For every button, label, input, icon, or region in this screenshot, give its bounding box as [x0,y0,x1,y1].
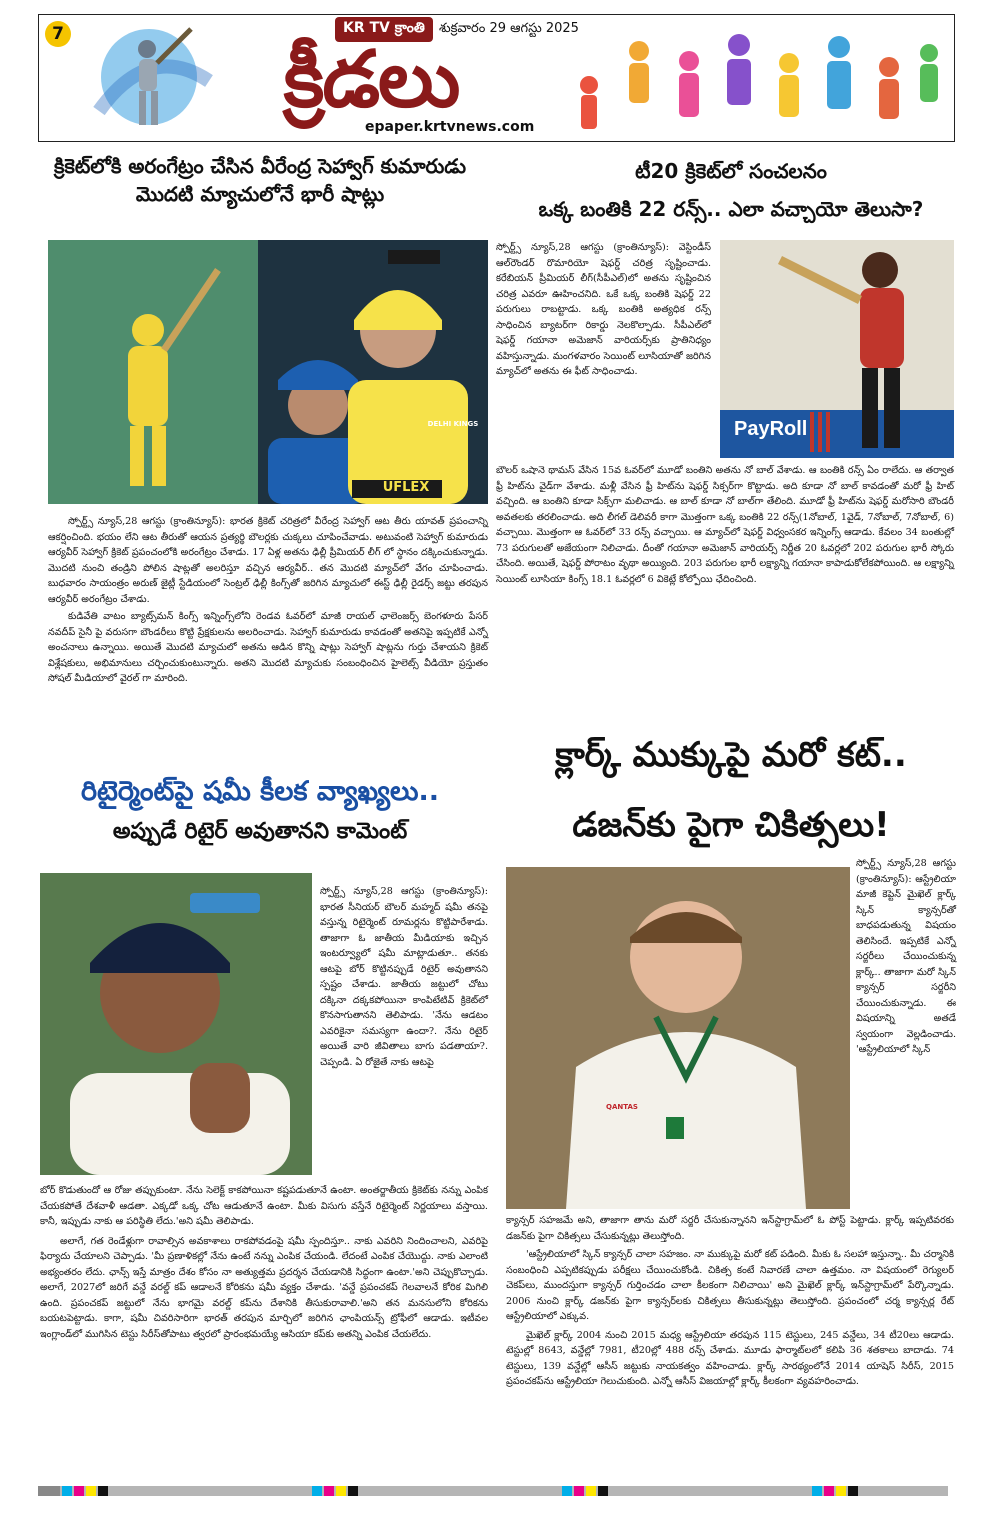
article4-paragraph: 'ఆస్ట్రేలియాలో స్కిన్ క్యాన్సర్ చాలా సహజం. నా ముక్కుపై మరో కట్ పడింది. మీకు ఓ సలహా ఇస్తున్నా.. మీ చర్మానికి సంబంధించి ఎప్పటికప్పుడు పరీక్షలు చేయించుకోండి. చికిత్స కంటే నివారణే చాలా ఉత్తమం. నా విషయంలో రెగ్యులర్ చెకప్‌లు, ముందస్తుగా క్యాన్సర్ గుర్తించడం చాలా కీలకంగా నిలిచాయి' అని మైఖెల్ క్లార్క్ ఇన్‌స్టాగ్రామ్‌లో పేర్కొన్నాడు. 2006 నుంచి క్లార్క్ డజన్‌కు పైగా క్యాన్సర్‌లకు చికిత్సలు తీసుకున్నట్లు తెలుస్తోంది. ప్రపంచంలో చర్మ క్యాన్సర్ల రేట్ ఆస్ట్రేలియాలో ఎక్కువ. [506,1249,954,1322]
article4-paragraph: మైఖెల్ క్లార్క్ 2004 నుంచి 2015 మధ్య ఆస్ట్రేలియా తరపున 115 టెస్టులు, 245 వన్డేలు, 34 టీ20లు ఆడాడు. టెస్టుల్లో 8643, వన్డేల్లో 7981, టీ20ల్లో 488 రన్స్ చేశాడు. మూడు ఫార్మాట్‌లలో కలిపి 36 శతకాలు బాదాడు. 74 టెస్టులు, 139 వన్డేల్లో ఆసీస్ జట్టుకు నాయకత్వం వహించాడు. క్లార్క్ సారథ్యంలోనే 2014 యాషెస్ సిరీస్, 2015 ప్రపంచకప్‌ను ఆస్ట్రేలియా గెలుచుకుంది. ఎన్నో ఆసీస్ విజయాల్లో క్లార్క్ కీలకంగా వ్యవహరించాడు. [506,1329,954,1387]
article2-side-text: స్పోర్ట్స్ న్యూస్,28 ఆగస్టు (క్రాంతిన్యూస్): వెస్టిండీస్ ఆల్‌రౌండర్ రొమారియో షెఫర్డ్ చరిత్ర సృష్టించాడు. కరేబియన్ ప్రీమియర్ లీగ్(సీపీఎల్)లో అతను సృష్టించిన చరిత్ర ఎవరూ ఊహించనిది. ఒకే ఒక్క బంతికి షెఫర్డ్ 22 పరుగులు రాబట్టాడు. ఒక్క బంతికి అత్యధిక రన్స్ సాధించిన బ్యాటర్‌గా రికార్డు నెలకొల్పాడు. సీపీఎల్‌లో షెఫర్డ్ గయానా అమెజాన్ వారియర్స్‌కు ప్రాతినిధ్యం వహిస్తున్నాడు. మంగళవారం సెయింట్ లూసియాతో జరిగిన మ్యాచ్‌లో అతను ఈ ఫీట్ సాధించాడు. [496,242,711,377]
batsman-illustration [69,21,219,133]
article3-body [40,1183,488,1342]
page-number-badge: 7 [45,21,71,47]
masthead [38,14,955,142]
article3-paragraph: అలాగే, గత రెండేళ్లుగా రావాల్సిన అవకాశాలు రాకపోవడంపై షమీ స్పందిస్తూ.. నాకు ఎవరిని నిందించాలని, ఎవరిపై ఫిర్యాదు చేయాలని చెప్పాడు. 'మీ ప్రణాళికల్లో నేను ఉంటే నన్ను ఎంపిక చేయండి. లేదంటే ఎంపిక చేయొద్దు. నాకు ఎలాంటి అభ్యంతరం లేదు. ఛాన్స్ ఇస్తే మాత్రం దేశం కోసం నా అత్యుత్తమ ప్రదర్శన చేయడానికి సిద్ధంగా ఉంటా.'అని చెప్పుకొచ్చాడు. అలాగే, 2027లో జరిగే వన్డే వరల్డ్ కప్ ఆడాలనే కోరికను షమీ వ్యక్తం చేశాడు. 'వన్డే ప్రపంచకప్ గెలవాలనే కోరిక మిగిలి ఉంది. ప్రపంచకప్ జట్టులో నేను భాగమై వరల్డ్ కప్‌ను దేశానికి తీసుకురావాలి.'అని తన మనసులోని కోరికను బయటపెట్టాడు. కాగా, షమీ చివరిసారిగా భారత్ తరపున మార్చిలో జరిగిన ఛాంపియన్స్ ట్రోఫీలో ఆడాడు. ఇటీవల ఇంగ్లాండ్‌లో ముగిసిన టెస్టు సిరీస్‌తోపాటు త్వరలో ప్రారంభమయ్యే ఆసియా కప్‌కు అతన్ని ఎంపిక చేయలేదు. [40,1235,488,1340]
article4-headline-line2: డజన్‌కు పైగా చికిత్సలు! [572,805,890,845]
article3-headline [30,770,490,850]
article1-headline [30,152,490,208]
sehwag-son-photo-graphic [48,240,488,504]
jersey-banner-text: UFLEX [382,480,430,495]
shami-photo [40,873,312,1175]
team-badge-text: DELHI KINGS [427,420,479,428]
sponsor-logo-text: QANTAS [606,1103,638,1111]
article4-headline [496,720,966,860]
article4-paragraph: క్యాన్సర్ సహజమే అని, తాజాగా తాను మరో సర్జరీ చేసుకున్నానని ఇన్‌స్టాగ్రామ్‌లో ఓ పోస్ట్ పెట్టాడు. క్లార్క్ ఇప్పటివరకు డజన్‌కు పైగా చికిత్సలు చేసుకున్నట్లు తెలుస్తోంది. [506,1215,954,1242]
shepherd-photo [720,240,954,458]
article2-body: బౌలర్ ఒషానె థామస్ వేసిన 15వ ఓవర్‌లో మూడో బంతిని అతను నో బాల్ వేశాడు. ఆ బంతికి రన్స్ ఏం రాలేదు. ఆ తర్వాత ఫ్రీ హిట్‌ను వైడ్‌గా వేశాడు. మళ్లీ వేసిన ఫ్రీ హిట్‌ను షెఫర్డ్ సిక్సర్‌గా కొట్టాడు. అది కూడా నో బాల్ కావడంతో మరో ఫ్రీ హిట్ వచ్చింది. ఆ బంతిని కూడా సిక్స్‌గా మలిచాడు. ఆ బాల్ కూడా నో బాల్‌గా తేలింది. మూడో ఫ్రీ హిట్‌ను షెఫర్డ్ మరోసారి బౌండరీ అవతలకు తరలించాడు. అది లీగల్ డెలివరీ కాగా మొత్తంగా ఒక్క బంతికి 22 రన్స్(1నోబాల్, 1వైడ్, 7నోబాల్, 7నోబాల్, 6) వచ్చాయి. మొత్తంగా ఆ ఓవర్‌లో 33 రన్స్ వచ్చాయి. ఆ మ్యాచ్‌లో షెఫర్డ్ విధ్వంసకర ఇన్నింగ్స్ ఆడాడు. కేవలం 34 బంతుల్లో 73 పరుగులతో అజేయంగా నిలిచాడు. దీంతో గయానా అమెజాన్ వారియర్స్ నిర్ణీత 20 ఓవర్లలో 202 పరుగుల భారీ స్కోరు చేసింది. అయితే, షెఫర్డ్ పోరాటం వృథా అయ్యింది. 203 పరుగుల భారీ లక్ష్యాన్ని గయానా కాపాడుకోలేకపోయింది. ఆ లక్ష్యాన్ని సెయింట్ లూసియా కింగ్స్ 18.1 ఓవర్లలో 6 వికెట్లే కోల్పోయి ఛేదించింది. [496,465,954,585]
article3-headline-line1: రిటైర్మెంట్‌పై షమీ కీలక వ్యాఖ్యలు.. [80,776,440,807]
ad-board-text: PayRoll [734,418,808,440]
brand-logo: KR TV క్రాంతి [335,17,433,42]
article2-headline [496,152,966,228]
article1-body [48,514,488,687]
clarke-photo [506,867,850,1209]
article2-headline-line1: టీ20 క్రికెట్‌లో సంచలనం [635,159,827,183]
article3-side-text: స్పోర్ట్స్ న్యూస్,28 ఆగస్టు (క్రాంతిన్యూస్): భారత సీనియర్ బౌలర్ మహ్మద్ షమీ తనపై వస్తున్న రిటైర్మెంట్ రూమర్లను కొట్టిపారేశాడు. తాజాగా ఓ జాతీయ మీడియాకు ఇచ్చిన ఇంటర్వ్యూలో షమీ మాట్లాడుతూ.. తనకు ఆటపై బోర్ కొట్టినప్పుడే రిటైర్ అవుతానని స్పష్టం చేశాడు. జాతీయ జట్టులో చోటు దక్కినా దక్కకపోయినా కాంపిటేటివ్ క్రికెట్‌లో కొనసాగుతానని తెలిపాడు. 'నేను ఆడటం ఎవరికైనా సమస్యగా ఉందా?. నేను రిటైర్ అయితే వారి జీవితాలు బాగు పడతాయా?. చెప్పండి. ఏ రోజైతే నాకు ఆటపై [320,886,488,1068]
article1-paragraph: కుడివేతి వాటం బ్యాట్స్‌మన్ కింగ్స్ ఇన్నింగ్స్‌లోని రెండవ ఓవర్‌లో మాజీ రాయల్ ఛాలెంజర్స్ బెంగళూరు పేసర్ నవదీప్ సైనీ పై వరుసగా బౌండరీలు కొట్టి ప్రేక్షకులను అలరించాడు. సెహ్వాగ్ కుమారుడు కావడంతో అతనిపై ఇప్పటికే ఎన్నో అంచనాలు ఉన్నాయి. అయితే మొదటి మ్యాచులో అతను ఆడిన కొన్ని షాట్లు సెహ్వాగ్ షాట్లను గుర్తు చేశాయని క్రికెట్ విశ్లేషకులు, అభిమానులు చర్చించుకుంటున్నారు. అతని మొదటి మ్యాచుకు సంబంధించిన హైలెట్స్ వీడియో ప్రస్తుతం సోషల్ మీడియాలో వైరల్ గా మారింది. [48,611,488,684]
article3-paragraph: బోర్ కొడుతుందో ఆ రోజు తప్పుకుంటా. నేను సెలెక్ట్ కాకపోయినా కష్టపడుతూనే ఉంటా. అంతర్జాతీయ క్రికెట్‌కు నన్ను ఎంపిక చేయకపోతే దేశవాళీ ఆడతా. ఎక్కడో ఒక్క చోట ఆడుతూనే ఉంటా. మీకు విసుగు వస్తేనే రిటైర్మెంట్ నిర్ణయాలు వస్తాయి. కానీ, ఇప్పుడు నాకు ఆ పరిస్థితి లేదు.'అని షమీ తెలిపాడు. [40,1185,488,1227]
article1-headline-line1: క్రికెట్‌లోకి అరంగేట్రం చేసిన వీరేంద్ర సెహ్వాగ్ కుమారుడు [53,154,467,178]
sports-silhouettes-illustration [549,23,949,135]
website-link[interactable]: epaper.krtvnews.com [365,119,535,135]
section-title: క్రీడలు [283,35,459,125]
clarke-photo-graphic [506,867,850,1209]
article2-headline-line2: ఒక్క బంతికి 22 రన్స్.. ఎలా వచ్చాయో తెలుసా? [538,197,924,221]
shami-photo-graphic [40,873,312,1175]
sehwag-son-photo [48,240,488,504]
article1-paragraph: స్పోర్ట్స్ న్యూస్,28 ఆగస్టు (క్రాంతిన్యూస్): భారత క్రికెట్ చరిత్రలో వీరేంద్ర సెహ్వాగ్ ఆట తీరు యావత్ ప్రపంచాన్ని ఆకర్షించింది. భయం లేని ఆట తీరుతో ఆయన ప్రత్యర్థి బౌలర్లకు చుక్కలు చూపించేవాడు. అటువంటి సెహ్వాగ్ కుమారుడు ఆర్యవీర్ సెహ్వాగ్ క్రికెట్ ప్రపంచంలోకి అరంగేట్రం చేశాడు. 17 ఏళ్ల అతను ఢిల్లీ ప్రీమియర్ లీగ్ లో స్థానం దక్కించుకున్నాడు. మొదటి నుంచి తండ్రిని పోలిన షాట్లతో అలరిస్తూ వచ్చిన ఆర్యవీర్.. తన మొదటి మ్యాచ్‌లో వేగం చూపించాడు. బుధవారం సాయంత్రం అరుణ్ జైట్లీ స్టేడియంలో సెంట్రల్ ఢిల్లీ కింగ్స్‌తో జరిగిన మ్యాచులో ఈస్ట్ ఢిల్లీ రైడర్స్ జట్టు తరపున ఆర్యవీర్ అరంగేట్రం చేశాడు. [48,516,488,605]
article4-side-text: స్పోర్ట్స్ న్యూస్,28 ఆగస్టు (క్రాంతిన్యూస్): ఆస్ట్రేలియా మాజీ కెప్టెన్ మైఖెల్ క్లార్క్ స్కిన్ క్యాన్సర్‌తో బాధపడుతున్న విషయం తెలిసిందే. ఇప్పటికే ఎన్నో సర్జరీలు చేయించుకున్న క్లార్క్.. తాజాగా మరో స్కిన్ క్యాన్సర్ సర్జరీని చేయించుకున్నాడు. ఈ విషయాన్ని అతడే స్వయంగా వెల్లడించాడు. 'ఆస్ట్రేలియాలో స్కిన్ [856,858,956,1055]
article1-headline-line2: మొదటి మ్యాచులోనే భారీ షాట్లు [135,182,385,206]
article3-headline-line2: అప్పుడే రిటైర్ అవుతానని కామెంట్ [112,819,408,844]
article4-headline-line1: క్లార్క్ ముక్కుపై మరో కట్.. [555,735,907,775]
article4-body [506,1213,954,1390]
color-registration-strip [38,1486,948,1496]
issue-date: శుక్రవారం 29 ఆగస్టు 2025 [439,21,579,36]
